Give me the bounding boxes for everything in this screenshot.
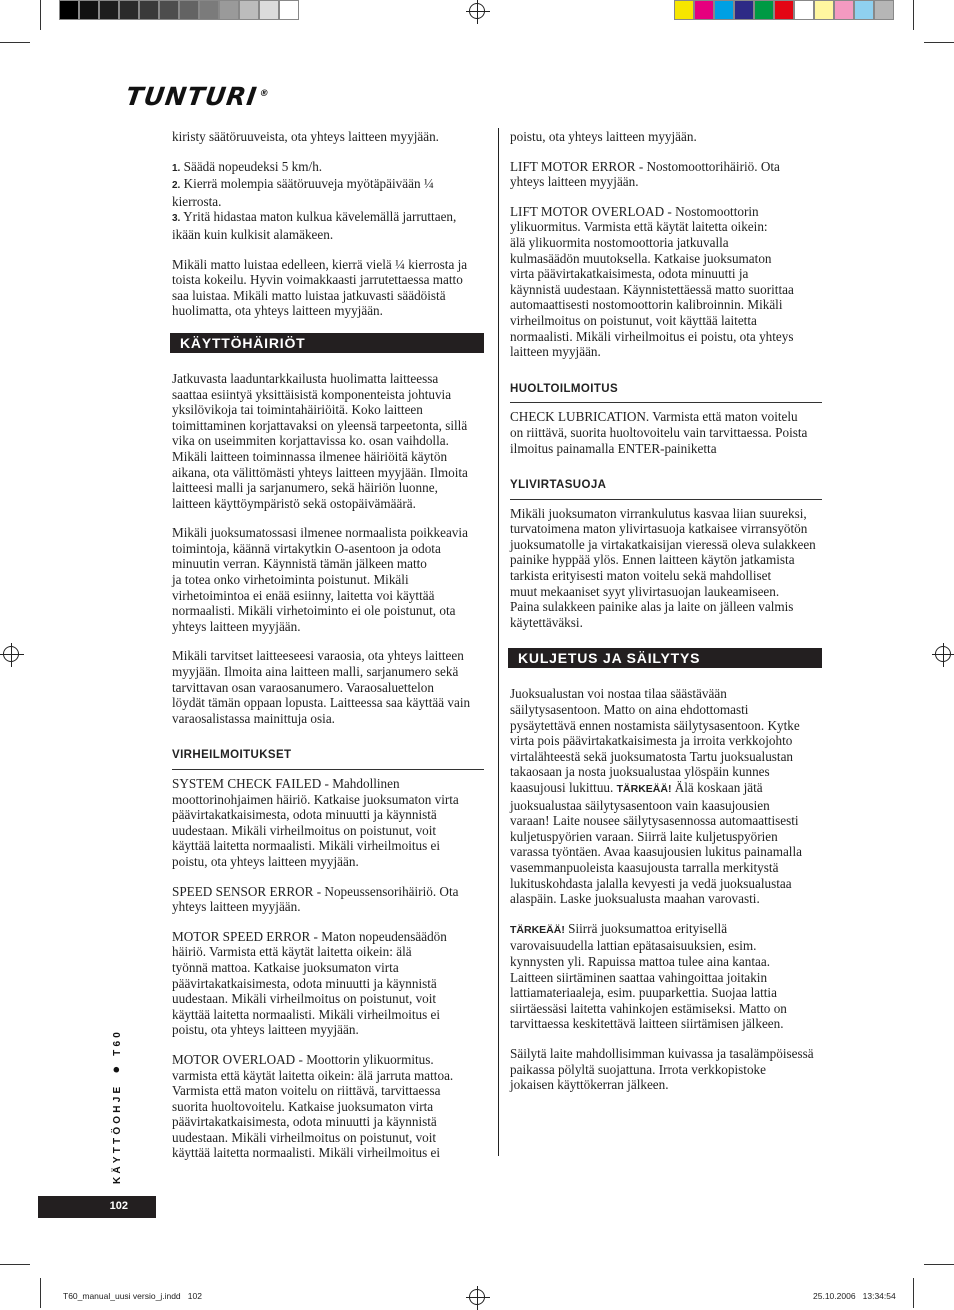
paragraph: MOTOR OVERLOAD - Moottorin ylikuormitus. varmista että käytät laitetta oikein: älä jarruta mattoa. Varmista että maton voitelu on riittävä, tarvittaessa suorita huoltovoitelu. Katkaise juoksumaton virta päävirtakatkaisimesta, odota minuutti ja käynnistä uudestaan. Mikäli virheilmoitus on poistunut, voit käyttää laitetta normaalisti. Mikäli virheilmoitus ei bbox=[172, 1051, 454, 1161]
color-swatch bbox=[774, 0, 794, 20]
color-swatch bbox=[259, 0, 279, 20]
paragraph: SYSTEM CHECK FAILED - Mahdollinen moottorinohjaimen häiriö. Katkaise juoksumaton virta päävirtakatkaisimesta, odota minuutti ja käynnistä uudestaan. Mikäli virheilmoitus on poistunut, voit käyttää laitetta normaalisti. Mikäli virheilmoitus ei poistu, ota yhteys laitteen myyjään. bbox=[172, 776, 459, 869]
paragraph: Mikäli juoksumaton virrankulutus kasvaa liian suureksi, turvatoimena maton ylivirtasuoja katkaisee virransyötön juoksumatolle ja virtakatkaisijan vieressä oleva sulakkeen painike hyppää ylös. Ennen laitteen käytön jatkamista tarkista erityisesti maton voitelu sekä mahdolliset muut mekaaniset syyt ylivirtasuojan laukeamiseen. Paina sulakkeen painike alas ja laite on jälleen valmis käytettäväksi. bbox=[510, 505, 816, 630]
subheading: YLIVIRTASUOJA bbox=[510, 478, 822, 500]
paragraph: LIFT MOTOR ERROR - Nostomoottorihäiriö. Ota yhteys laitteen myyjään. bbox=[510, 158, 780, 190]
manual-label: KÄYTTÖOHJE bbox=[112, 1083, 123, 1184]
paragraph: Säilytä laite mahdollisimman kuivassa ja tasalämpöisessä paikassa pölyltä suojattuna. Irrota verkkopistoke jokaisen käyttökerran jälkeen. bbox=[510, 1045, 814, 1093]
list-item: 1. Säädä nopeudeksi 5 km/h. bbox=[172, 158, 323, 174]
footer-timestamp: 25.10.2006 13:34:54 bbox=[813, 1291, 896, 1301]
list-item: 2. Kierrä molempia säätöruuveja myötäpäivään ¼ kierrosta. bbox=[172, 176, 434, 209]
paragraph: Mikäli juoksumatossasi ilmenee normaalista poikkeavia toimintoja, käännä virtakytkin O-asentoon ja odota minuutin verran. Käynnistä tämän jälkeen matto ja totea onko virhetoiminta poistunut. Mikäli virhetoimintoa ei enää esiinny, laitetta voi käyttää normaalisti. Mikäli virhetoiminto ei ole poistunut, ota yhteys laitteen myyjään. bbox=[172, 525, 468, 634]
section-heading: KÄYTTÖHÄIRIÖT bbox=[170, 333, 484, 353]
color-swatch bbox=[794, 0, 814, 20]
crop-mark bbox=[913, 1278, 914, 1308]
crop-mark bbox=[40, 1278, 41, 1308]
registration-mark-icon bbox=[469, 1289, 485, 1305]
subheading: VIRHEILMOITUKSET bbox=[172, 748, 484, 770]
color-swatch bbox=[59, 0, 79, 20]
page-number: 102 bbox=[109, 1200, 128, 1212]
color-swatch bbox=[694, 0, 714, 20]
registration-mark-icon bbox=[469, 3, 485, 19]
crop-mark bbox=[924, 42, 954, 43]
color-swatch bbox=[99, 0, 119, 20]
left-column bbox=[172, 129, 484, 1161]
color-swatch bbox=[239, 0, 259, 20]
crop-mark bbox=[913, 0, 914, 30]
paragraph: SPEED SENSOR ERROR - Nopeussensorihäiriö. Ota yhteys laitteen myyjään. bbox=[172, 883, 459, 915]
paragraph: LIFT MOTOR OVERLOAD - Nostomoottorin ylikuormitus. Varmista että käytät laitetta oikein: älä ylikuormita nostomoottoria jatkuvalla kulmasäädön muutoksella. Katkaise juoksumaton virta päävirtakatkaisimesta, odota minuutti ja käynnistä uudestaan. Käynnistettäessä matto suorittaa automaattisesti nostomoottorin kalibroinnin. Mikäli virheilmoitus on poistunut, voit käyttää laitetta normaalisti. Mikäli virheilmoitus ei poistu, ota yhteys laitteen myyjään. bbox=[510, 203, 794, 360]
model-label: T60 bbox=[112, 1028, 123, 1056]
color-swatch bbox=[814, 0, 834, 20]
intro-text: kiristy säätöruuveista, ota yhteys laitteen myyjään. bbox=[172, 129, 439, 144]
footer-file-info: T60_manual_uusi versio_j.indd 102 bbox=[63, 1291, 202, 1301]
crop-mark bbox=[0, 42, 30, 43]
crop-mark bbox=[924, 1264, 954, 1265]
paragraph: poistu, ota yhteys laitteen myyjään. bbox=[510, 129, 697, 144]
steps-list bbox=[172, 159, 484, 243]
sidebar-label bbox=[108, 1020, 138, 1190]
paragraph: Jatkuvasta laaduntarkkailusta huolimatta laitteessa saattaa esiintyä yksittäisistä komponenteista johtuvia yksilövikoja tai toimintahäiriöitä. Koko laitteen toimittaminen korjattavaksi on yleensä tarpeetonta, sillä vika on useimmiten korjattavissa ko. osan vaihdolla. Mikäli laitteen toiminnassa ilmenee häiriöitä käytön aikana, ota välittömästi yhteys laitteen myyjään. Ilmoita laitteesi malli ja sarjanumero, sekä häiriön luonne, laitteen käyttöympäristö sekä ostopäivämäärä. bbox=[172, 370, 468, 511]
brand-logo: TUNTURI® bbox=[123, 82, 271, 111]
color-swatch bbox=[279, 0, 299, 20]
paragraph: CHECK LUBRICATION. Varmista että maton voitelu on riittävä, suorita huoltovoitelu vain tarvittaessa. Poista ilmoitus painamalla ENTER-painiketta bbox=[510, 409, 808, 456]
color-swatch bbox=[734, 0, 754, 20]
column-divider bbox=[498, 128, 499, 1156]
color-swatch bbox=[854, 0, 874, 20]
color-swatch bbox=[874, 0, 894, 20]
color-swatch bbox=[199, 0, 219, 20]
paragraph: Mikäli tarvitset laitteeseesi varaosia, ota yhteys laitteen myyjään. Ilmoita aina laitteen malli, sarjanumero sekä tarvittavan osan varaosanumero. Varaosaluettelon löydät tämän oppaan lopusta. Laitteessa saa käyttää vain varaosalistassa mainittuja osia. bbox=[172, 648, 471, 726]
bullet-icon: ● bbox=[108, 1065, 123, 1074]
color-swatch bbox=[714, 0, 734, 20]
color-swatch bbox=[159, 0, 179, 20]
color-swatch bbox=[179, 0, 199, 20]
color-swatch bbox=[119, 0, 139, 20]
list-item: 3. Yritä hidastaa maton kulkua kävelemällä jarruttaen, ikään kuin kulkisit alamäkeen. bbox=[172, 209, 457, 242]
color-swatch bbox=[219, 0, 239, 20]
crop-mark bbox=[0, 1264, 30, 1265]
subheading: HUOLTOILMOITUS bbox=[510, 382, 822, 404]
color-swatch bbox=[834, 0, 854, 20]
paragraph: TÄRKEÄÄ! Siirrä juoksumattoa erityisellä varovaisuudella lattian epätasaisuuksien, esim. kynnysten yli. Rapuissa mattoa tulee aina kantaa. Laitteen siirtäminen saattaa vahingoittaa joitakin lattiamateriaaleja, esim. puuparkettia. Suojaa lattia siirtäessäsi laitetta vahinkojen estämiseksi. Matto on tarvittaessa keskitettävä laitteen siirtämisen jälkeen. bbox=[510, 920, 787, 1032]
page-number-box bbox=[38, 1196, 156, 1218]
right-column bbox=[510, 129, 822, 1107]
crop-mark bbox=[40, 0, 41, 30]
paragraph: MOTOR SPEED ERROR - Maton nopeudensäädön häiriö. Varmista että käytät laitetta oikein: älä työnnä mattoa. Katkaise juoksumaton virta päävirtakatkaisimesta, odota minuutti ja käynnistä uudestaan. Mikäli virheilmoitus on poistunut, voit käyttää laitetta normaalisti. Mikäli virheilmoitus ei poistu, ota yhteys laitteen myyjään. bbox=[172, 928, 447, 1038]
color-swatch bbox=[754, 0, 774, 20]
color-swatch bbox=[674, 0, 694, 20]
color-swatch bbox=[139, 0, 159, 20]
paragraph: Juoksualustan voi nostaa tilaa säästävään säilytysasentoon. Matto on aina ehdottomasti pysäytettävä ennen nostamista säilytysasentoon. Kytke virta pois päävirtakatkaisimesta ja irroita verkkojohto virtalähteestä sekä juoksumatosta Tartu juoksualustan takaosaan ja nosta juoksualustaa ylöspäin kunnes kaasujousi lukittuu. TÄRKEÄÄ! Älä koskaan jätä juoksualustaa säilytysasentoon vain kaasujousien varaan! Laite nousee säilytysasennossa automaattisesti kuljetuspyörien varaan. Siirrä laite kuljetuspyörien varassa työntäen. Avaa kaasujousien lukitus painamalla vasemmanpuoleista kaasujousta tarralla merkitystä lukituskohdasta jalalla kevyesti ja vedä juoksualustaa alaspäin. Laske juoksualusta maahan varovasti. bbox=[510, 686, 802, 907]
color-swatch bbox=[79, 0, 99, 20]
registration-mark-icon bbox=[935, 646, 951, 662]
paragraph: Mikäli matto luistaa edelleen, kierrä vielä ¼ kierrosta ja toista kokeilu. Hyvin voimakkaasti jarrutettaessa matto saa luistaa. Mikäli matto luistaa jatkuvasti säädöistä huolimatta, ota yhteys laitteen myyjään. bbox=[172, 256, 468, 319]
registration-mark-icon bbox=[3, 646, 19, 662]
section-heading: KULJETUS JA SÄILYTYS bbox=[508, 648, 822, 668]
